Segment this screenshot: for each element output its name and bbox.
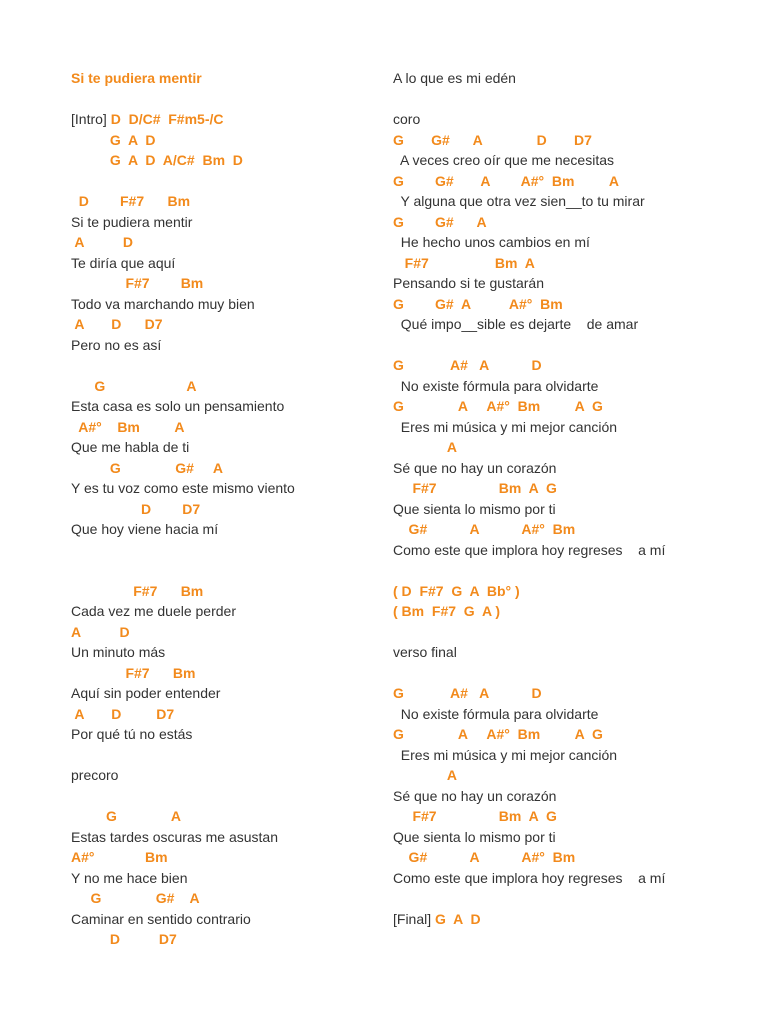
left-column (71, 68, 371, 950)
chord-line: G A# A D (393, 357, 542, 373)
lyric-line: Estas tardes oscuras me asustan (71, 828, 278, 845)
chord-line: G A D A/C# Bm D (71, 152, 243, 168)
lyric-line: Qué impo__sible es dejarte de amar (393, 316, 639, 332)
chord-line: G A (71, 377, 197, 394)
lyric-line: Y es tu voz como este mismo viento (71, 480, 295, 496)
chord-line: F#7 Bm A G (393, 480, 557, 496)
lyric-line: Como este que implora hoy regreses a mí (393, 541, 666, 558)
blank-line (393, 663, 733, 684)
blank-line (71, 355, 371, 376)
lyric-line: A lo que es mi edén (393, 70, 516, 86)
lyric-line: Sé que no hay un corazón (393, 459, 557, 476)
blank-line (71, 171, 371, 192)
lyric-line: No existe fórmula para olvidarte (393, 377, 599, 394)
chord-line: F#7 Bm A G (393, 808, 557, 824)
chord-line: G# A A#° Bm (393, 521, 576, 537)
section-label: [Final] (393, 910, 436, 927)
chord-line: A#° Bm A (71, 418, 185, 435)
section-label: [Intro] (71, 111, 111, 127)
blank-line (71, 745, 371, 766)
lyric-line: No existe fórmula para olvidarte (393, 705, 599, 722)
lyric-line: A veces creo oír que me necesitas (393, 152, 615, 168)
section-chord-line (71, 109, 371, 130)
song-title: Si te pudiera mentir (71, 70, 202, 86)
chord-line: G G# A (71, 459, 223, 476)
chord-line: G G# A (71, 890, 200, 906)
chord-line: A D D7 (71, 705, 175, 722)
lyric-line: Que me habla de ti (71, 439, 190, 455)
lyric-line: Sé que no hay un corazón (393, 787, 557, 804)
lyric-line: Te diría que aquí (71, 254, 176, 271)
blank-line (71, 540, 371, 561)
section-chord-line (393, 909, 733, 930)
lyric-line: Todo va marchando muy bien (71, 295, 255, 312)
blank-line (393, 89, 733, 110)
chord-line: G G# A A#° Bm A (393, 172, 620, 189)
right-column (393, 68, 733, 929)
blank-line (71, 89, 371, 110)
chord-line: ( Bm F#7 G A ) (393, 603, 501, 619)
chord-sequence: G A D (435, 910, 481, 927)
chord-line: G# A A#° Bm (393, 849, 576, 865)
lyric-line: verso final (393, 644, 457, 660)
chord-line: F#7 Bm (71, 275, 204, 291)
chord-line: G A (71, 808, 181, 824)
lyric-line: Si te pudiera mentir (71, 213, 193, 230)
blank-line (393, 888, 733, 909)
chord-line: G A A#° Bm A G (393, 398, 603, 414)
lyric-line: coro (393, 111, 421, 127)
chord-line: D F#7 Bm (71, 193, 191, 209)
chord-line: A D D7 (71, 316, 163, 332)
blank-line (71, 786, 371, 807)
chord-line: A (393, 439, 458, 455)
chord-sequence: D D/C# F#m5-/C (110, 111, 224, 127)
lyric-line: Eres mi música y mi mejor canción (393, 418, 618, 435)
blank-line (393, 335, 733, 356)
lyric-line: Un minuto más (71, 644, 166, 660)
chord-line: G A# A D (393, 685, 542, 701)
blank-line (393, 622, 733, 643)
lyric-line: He hecho unos cambios en mí (393, 234, 590, 250)
chord-line: G G# A (393, 213, 487, 230)
lyric-line: Esta casa es solo un pensamiento (71, 398, 285, 414)
lyric-line: Cada vez me duele perder (71, 603, 236, 619)
lyric-line: Por qué tú no estás (71, 726, 193, 742)
chord-line: A D (71, 623, 130, 640)
chord-line: G G# A D D7 (393, 131, 592, 148)
lyric-line: Y alguna que otra vez sien__to tu mirar (393, 193, 645, 209)
chord-line: ( D F#7 G A Bb° ) (393, 582, 520, 599)
blank-line (393, 560, 733, 581)
lyric-line: precoro (71, 767, 119, 783)
blank-line (71, 560, 371, 581)
chord-line: F#7 Bm A (393, 254, 535, 271)
chord-line: A D (71, 234, 133, 250)
chord-line: G A A#° Bm A G (393, 726, 603, 742)
lyric-line: Que sienta lo mismo por ti (393, 500, 556, 517)
lyric-line: Aquí sin poder entender (71, 685, 221, 701)
chord-line: A (393, 767, 458, 783)
chord-line: D D7 (71, 500, 201, 517)
chord-line: A#° Bm (71, 849, 168, 865)
lyric-line: Y no me hace bien (71, 869, 188, 886)
lyric-line: Pensando si te gustarán (393, 275, 544, 291)
chord-line: D D7 (71, 931, 177, 947)
lyric-line: Que hoy viene hacia mí (71, 521, 219, 537)
lyric-line: Pero no es así (71, 336, 162, 353)
lyric-line: Caminar en sentido contrario (71, 910, 251, 927)
lyric-line: Que sienta lo mismo por ti (393, 828, 556, 845)
chord-line: G G# A A#° Bm (393, 295, 563, 312)
chord-line: F#7 Bm (71, 664, 196, 681)
lyric-line: Como este que implora hoy regreses a mí (393, 869, 666, 886)
chord-line: F#7 Bm (71, 582, 204, 599)
lyric-line: Eres mi música y mi mejor canción (393, 746, 618, 763)
chord-line: G A D (71, 131, 156, 148)
